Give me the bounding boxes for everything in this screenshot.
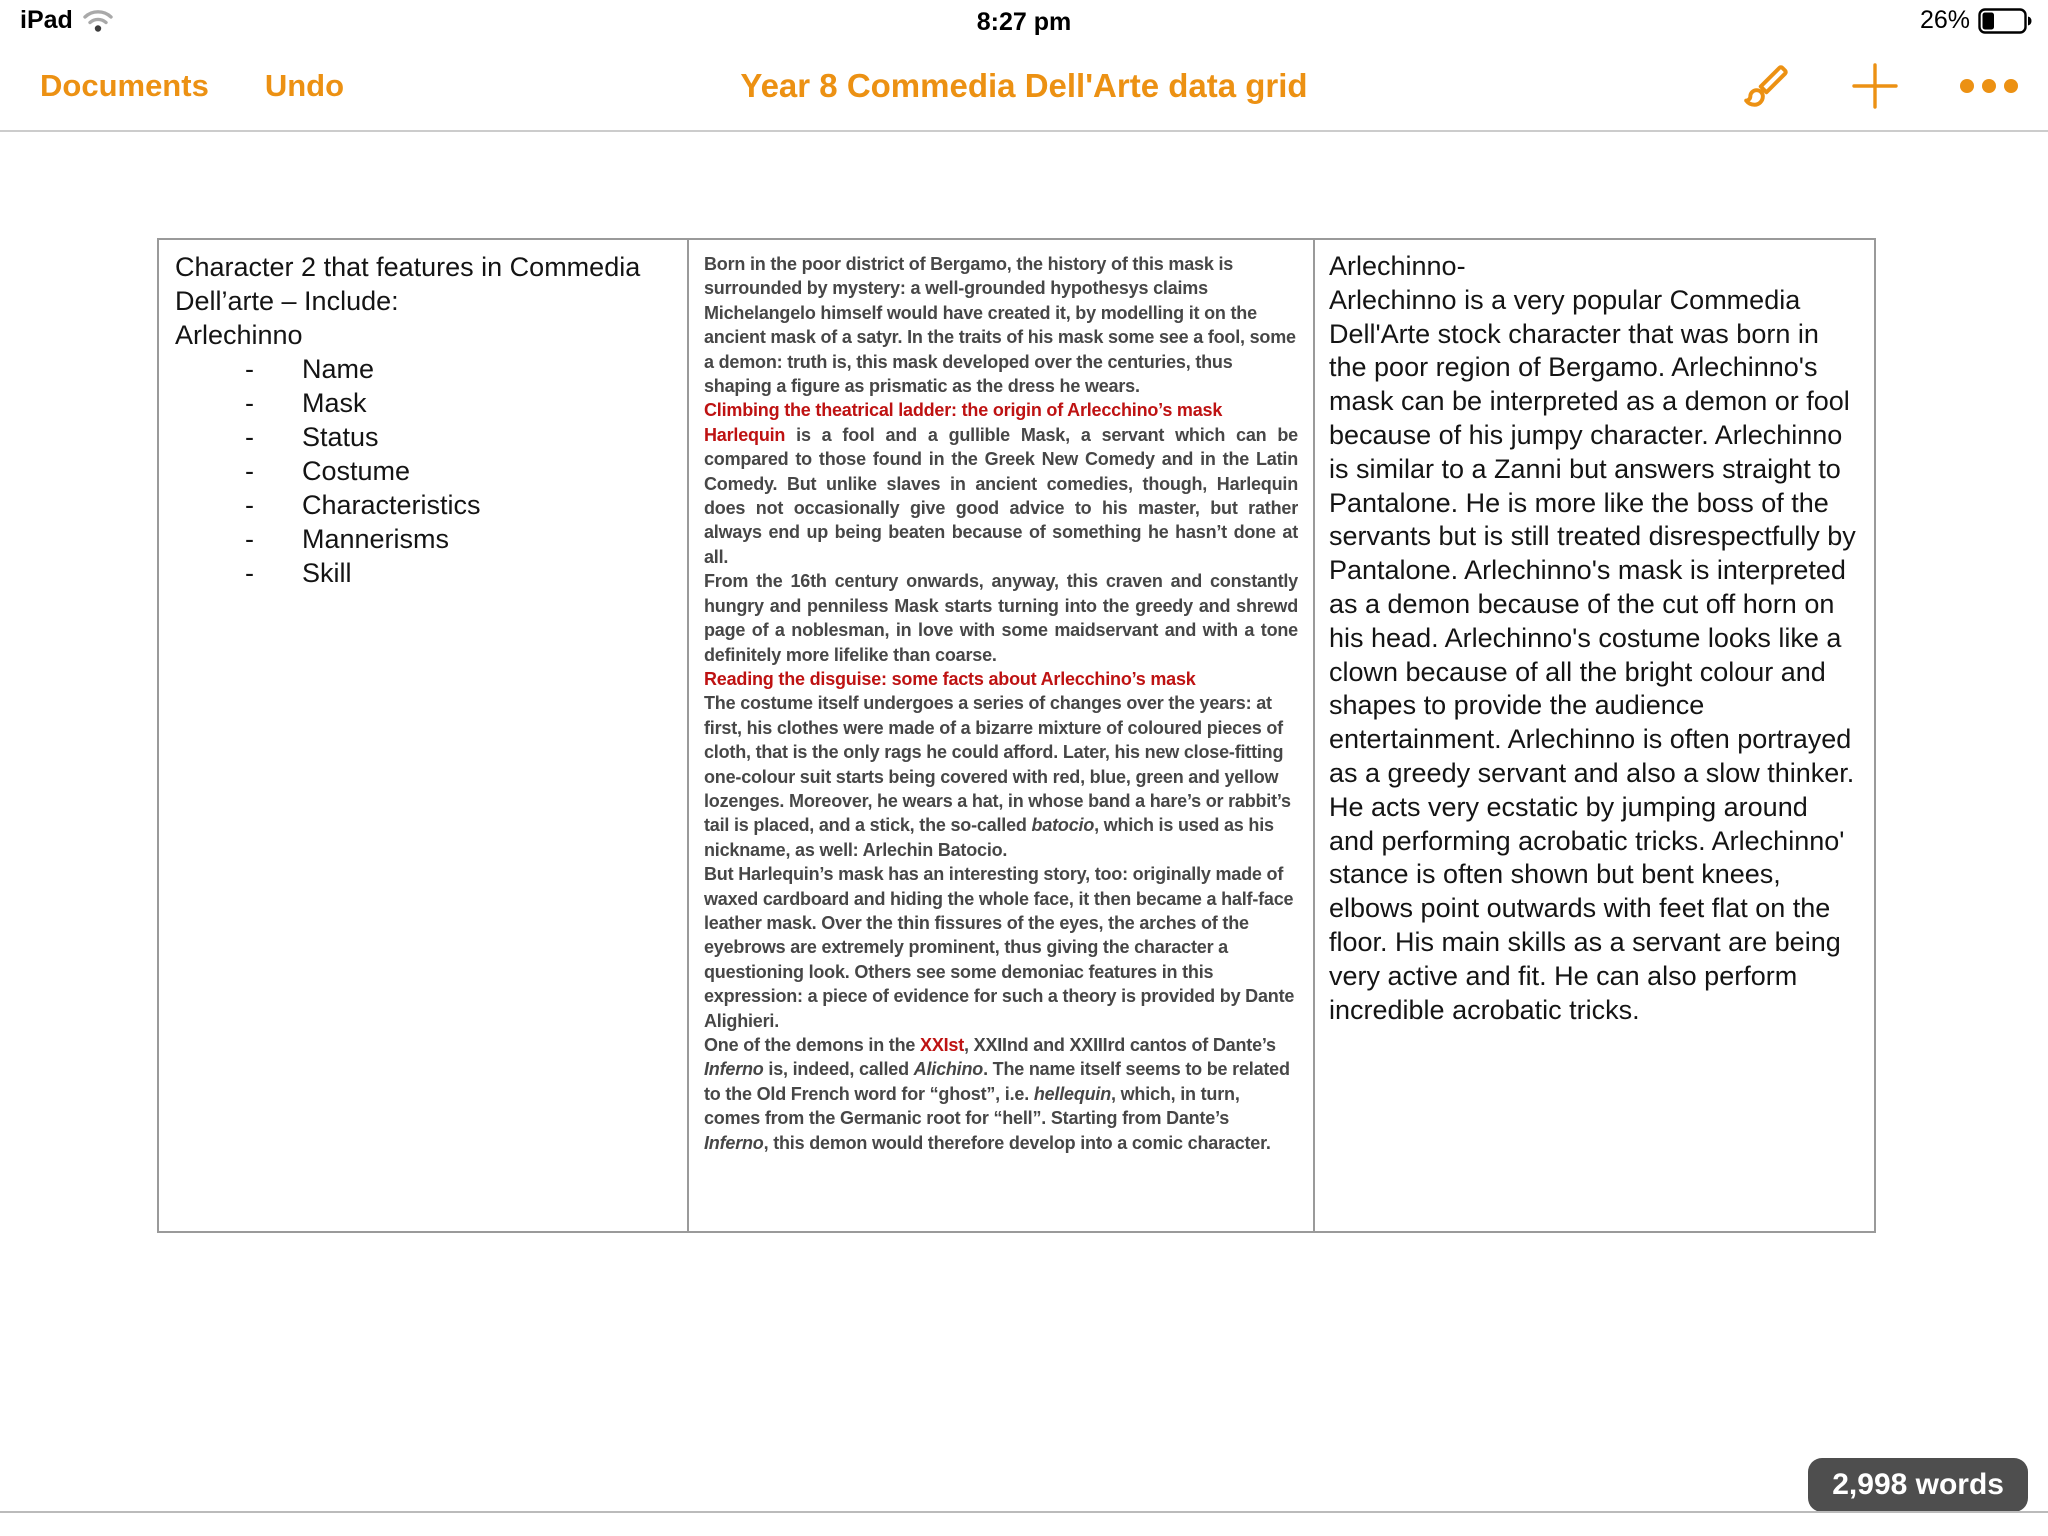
battery-icon — [1978, 8, 2032, 34]
list-item: - Costume — [245, 456, 411, 486]
prompt-heading: Character 2 that features in Commedia Dell’arte – Include: — [175, 252, 641, 316]
source-paragraph: From the 16th century onwards, anyway, this craven and constantly hungry and penniless Mask starts turning into the greedy and shrewd page of a noblesman, in love with some maidservant and with a tone definitely more lifelike than coarse. — [704, 571, 1298, 665]
clock-time: 8:27 pm — [976, 8, 1072, 36]
battery-percent: 26% — [1919, 6, 1970, 34]
documents-button[interactable]: Documents — [40, 68, 209, 103]
paintbrush-icon — [1742, 61, 1792, 111]
bottom-separator — [0, 1511, 2048, 1513]
plus-icon — [1850, 61, 1900, 111]
undo-button[interactable]: Undo — [264, 68, 345, 103]
source-paragraph: But Harlequin’s mask has an interesting story, too: originally made of waxed cardboard and hiding the whole face, it then became a half-face leather mask. Over the thin fissures of the eyes, the arches of the eyebrows are extremely prominent, thus giving the character a questioning look. Others see some demoniac features in this expression: a piece of evidence for such a theory is provided by Dante Alighieri. — [704, 864, 1295, 1031]
source-paragraph: One of the demons in the XXIst, XXIInd and XXIIIrd cantos of Dante’s Inferno is, indeed, called Alichino. The name itself seems to be related to the Old French word for “ghost”, i.e. hellequin, which, in turn, comes from the Germanic root for “hell”. Starting from Dante’s Inferno, this demon would therefore develop into a comic character. — [704, 1035, 1290, 1153]
list-item: - Characteristics — [245, 490, 481, 520]
device-label: iPad — [20, 6, 73, 34]
word-count-label: 2,998 words — [1832, 1468, 2004, 1501]
list-item: - Mask — [245, 388, 367, 418]
answer-body: Arlechinno is a very popular Commedia Dell'Arte stock character that was born in the poor region of Bergamo. Arlechinno's mask can be interpreted as a demon or fool because of his jumpy character. Arlechinno is similar to a Zanni but answers straight to Pantalone. He is more like the boss of the servants but is still treated disrespectfully by Pantalone. Arlechinno's mask is interpreted as a demon because of the cut off horn on his head. Arlechinno's costume looks like a clown because of all the bright colour and shapes to provide the audience entertainment. Arlechinno is often portrayed as a greedy servant and also a slow thinker. He acts very ecstatic by jumping around and performing acrobatic tricks. Arlechinno' stance is often shown but bent knees, elbows point outwards with feet flat on the floor. His main skills as a servant are being very active and fit. He can also perform incredible acrobatic tricks. — [1329, 284, 1856, 1025]
toolbar — [0, 42, 2048, 132]
source-paragraph: Harlequin is a fool and a gullible Mask, a servant which can be compared to those found in the Greek New Comedy and in the Latin Comedy. But unlike slaves in ancient comedies, though, Harlequin does not occasionally give good advice to his master, but rather always end up being beaten because of something he hasn’t done at all. — [704, 424, 1298, 567]
source-paragraph: Reading the disguise: some facts about Arlecchino’s mask — [704, 668, 1196, 689]
source-paragraph: The costume itself undergoes a series of changes over the years: at first, his clothes were made of a bizarre mixture of coloured pieces of cloth, that is the only rags he could afford. Later, his new close-fitting one-colour suit starts being covered with red, blue, green and yellow lozenges. Moreover, he wears a hat, in whose band a hare’s or rabbit’s tail is placed, and a stick, the so-called batocio, which is used as his nickname, as well: Arlechin Batocio. — [704, 693, 1291, 860]
document-title: Year 8 Commedia Dell'Arte data grid — [740, 67, 1308, 104]
prompt-cell[interactable] — [159, 240, 689, 1231]
list-item: - Name — [245, 354, 375, 384]
answer-title: Arlechinno- — [1329, 251, 1466, 281]
source-paragraph: Climbing the theatrical ladder: the origin of Arlecchino’s mask — [704, 400, 1223, 421]
prompt-item-list — [175, 352, 671, 590]
word-count-badge[interactable] — [1808, 1458, 2028, 1512]
ellipsis-icon — [1958, 77, 2020, 95]
list-item: - Skill — [245, 558, 352, 588]
list-item: - Status — [245, 422, 379, 452]
data-grid-table — [157, 238, 1876, 1233]
prompt-character-name: Arlechinno — [175, 320, 303, 350]
more-button[interactable] — [1958, 77, 2020, 95]
list-item: - Mannerisms — [245, 524, 450, 554]
source-paragraph: Born in the poor district of Bergamo, the history of this mask is surrounded by mystery: a well-grounded hypothesys claims Michelangelo himself would have created it, by modelling it on the ancient mask of a satyr. In the traits of his mask some see a fool, some a demon: truth is, this mask developed over the centuries, thus shaping a figure as prismatic as the dress he wears. — [704, 254, 1296, 397]
source-cell[interactable] — [689, 240, 1315, 1231]
status-bar — [0, 0, 2048, 42]
source-cell-content — [704, 252, 1298, 1155]
answer-cell[interactable] — [1315, 240, 1874, 1231]
add-button[interactable] — [1850, 61, 1900, 111]
format-brush-button[interactable] — [1742, 61, 1792, 111]
